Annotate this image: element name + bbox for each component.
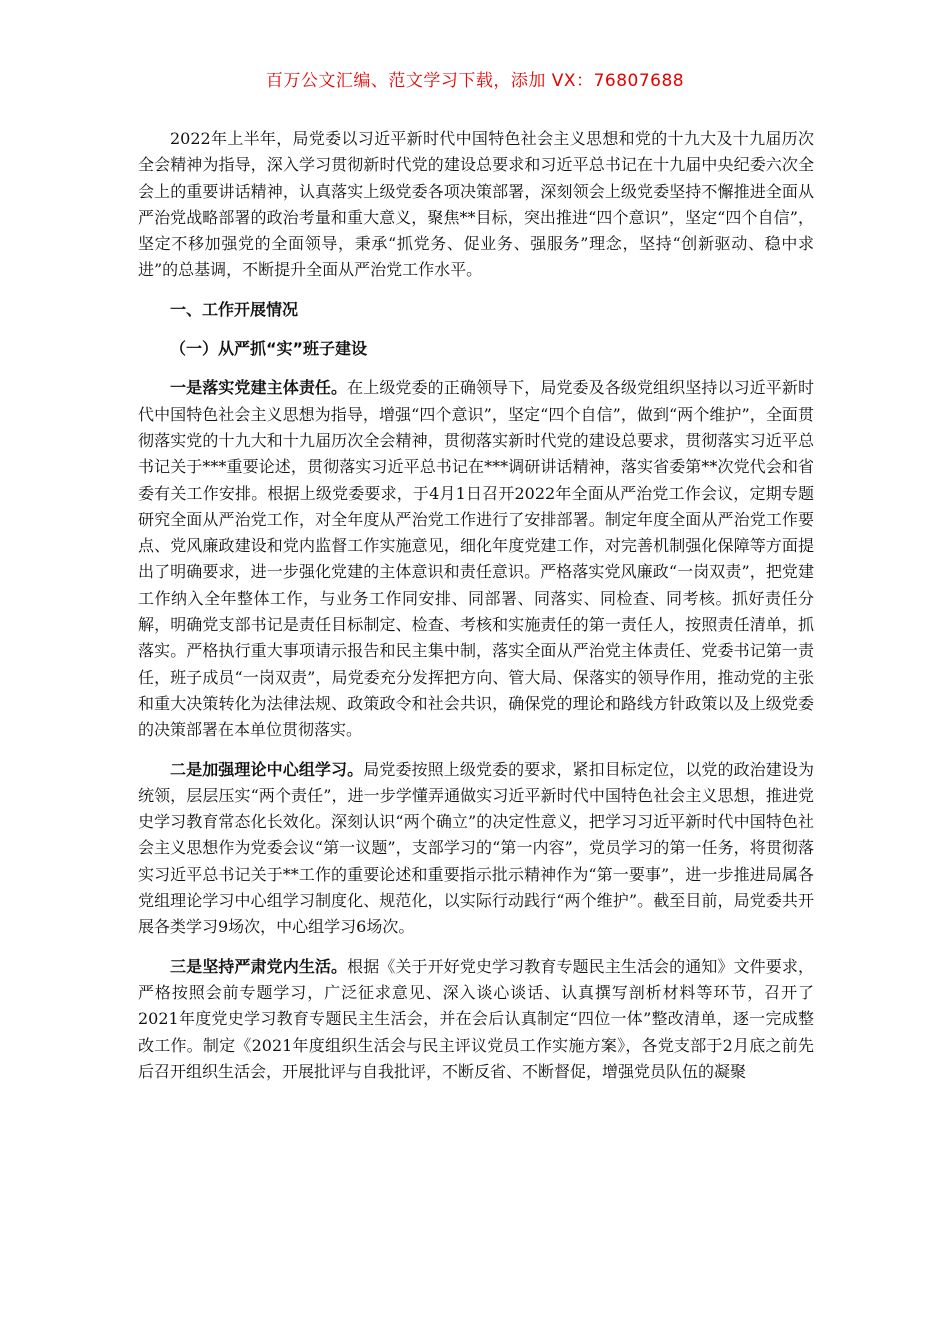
paragraph-2-lead: 二是加强理论中心组学习。 <box>170 759 364 779</box>
header-banner: 百万公文汇编、范文学习下载，添加 VX：76807688 <box>265 71 685 91</box>
paragraph-1 <box>138 375 814 743</box>
intro-paragraph: 2022年上半年，局党委以习近平新时代中国特色社会主义思想和党的十九大及十九届历次全会精神为指导，深入学习贯彻新时代党的建设总要求和习近平总书记在十九届中央纪委六次全会上的重要讲话精神，认真落实上级党委各项决策部署，深刻领会上级党委坚持不懈推进全面从严治党战略部署的政治考量和重大意义，聚焦**目标，突出推进“四个意识”，坚定“四个自信”，坚定不移加强党的全面领导，秉承“抓党务、促业务、强服务”理念，坚持“创新驱动、稳中求进”的总基调，不断提升全面从严治党工作水平。 <box>138 129 814 280</box>
subsection-heading: （一）从严抓“实”班子建设 <box>170 339 368 359</box>
paragraph-2-body: 局党委按照上级党委的要求，紧扣目标定位，以党的政治建设为统领，层层压实“两个责任”，进一步学懂弄通做实习近平新时代中国特色社会主义思想，推进党史学习教育常态化长效化。深刻认识“两个确立”的决定性意义，把学习习近平新时代中国特色社会主义思想作为党委会议“第一议题”，支部学习的“第一内容”，党员学习的第一任务，将贯彻落实习近平总书记关于**工作的重要论述和重要指示批示精神作为“第一要事”，进一步推进局属各党组理论学习中心组学习制度化、规范化，以实际行动践行“两个维护”。截至目前，局党委共开展各类学习9场次，中心组学习6场次。 <box>138 759 814 937</box>
section-heading: 一、工作开展情况 <box>170 299 299 319</box>
paragraph-3-body: 根据《关于开好党史学习教育专题民主生活会的通知》文件要求，严格按照会前专题学习，广泛征求意见、深入谈心谈话、认真撰写剖析材料等环节，召开了2021年度党史学习教育专题民主生活会，并在会后认真制定“四位一体”整改清单，逐一完成整改工作。制定《2021年度组织生活会与民主评议党员工作实施方案》，各党支部于2月底之前先后召开组织生活会，开展批评与自我批评，不断反省、不断督促，增强党员队伍的凝聚 <box>138 956 814 1081</box>
paragraph-2 <box>138 757 814 941</box>
paragraph-3 <box>138 954 814 1085</box>
paragraph-3-lead: 三是坚持严肃党内生活。 <box>170 956 348 976</box>
document-body <box>138 126 814 1085</box>
paragraph-1-body: 在上级党委的正确领导下，局党委及各级党组织坚持以习近平新时代中国特色社会主义思想为指导，增强“四个意识”，坚定“四个自信”，做到“两个维护”，全面贯彻落实党的十九大和十九届历次全会精神，贯彻落实新时代党的建设总要求，贯彻落实习近平总书记关于***重要论述，贯彻落实习近平总书记在***调研讲话精神，落实省委第**次党代会和省委有关工作安排。根据上级党委要求，于4月1日召开2022年全面从严治党工作会议，定期专题研究全面从严治党工作，对全年度从严治党工作进行了安排部署。制定年度全面从严治党工作要点、党风廉政建设和党内监督工作实施意见，细化年度党建工作，对完善机制强化保障等方面提出了明确要求，进一步强化党建的主体意识和责任意识。严格落实党风廉政“一岗双责”，把党建工作纳入全年整体工作，与业务工作同安排、同部署、同落实、同检查、同考核。抓好责任分解，明确党支部书记是责任目标制定、检查、考核和实施责任的第一责任人，按照责任清单，抓落实。严格执行重大事项请示报告和民主集中制，落实全面从严治党主体责任、党委书记第一责任，班子成员“一岗双责”，局党委充分发挥把方向、管大局、保落实的领导作用，推动党的主张和重大决策转化为法律法规、政策政令和社会共识，确保党的理论和路线方针政策以及上级党委的决策部署在本单位贯彻落实。 <box>138 378 814 740</box>
paragraph-1-lead: 一是落实党建主体责任。 <box>170 378 348 398</box>
